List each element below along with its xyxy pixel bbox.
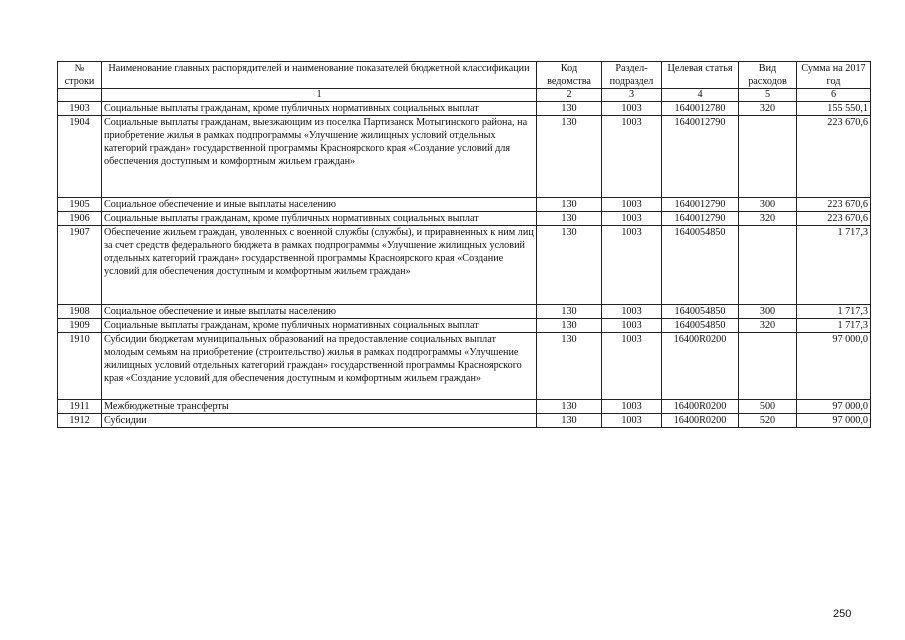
table-row bbox=[58, 414, 871, 428]
row-name: Межбюджетные трансферты bbox=[102, 400, 537, 414]
row-section: 1003 bbox=[602, 198, 662, 212]
row-name: Социальные выплаты гражданам, кроме публичных нормативных социальных выплат bbox=[102, 319, 537, 333]
row-department-code: 130 bbox=[537, 212, 602, 226]
column-number: 2 bbox=[537, 89, 602, 102]
row-department-code: 130 bbox=[537, 333, 602, 400]
header-name: Наименование главных распорядителей и наименование показателей бюджетной классификации bbox=[102, 62, 537, 89]
row-name: Социальное обеспечение и иные выплаты населению bbox=[102, 198, 537, 212]
column-number bbox=[58, 89, 102, 102]
row-sum: 1 717,3 bbox=[797, 226, 871, 305]
table-row bbox=[58, 400, 871, 414]
row-sum: 155 550,1 bbox=[797, 102, 871, 116]
row-number: 1904 bbox=[58, 116, 102, 198]
table-row bbox=[58, 102, 871, 116]
row-name: Социальные выплаты гражданам, кроме публичных нормативных социальных выплат bbox=[102, 102, 537, 116]
row-department-code: 130 bbox=[537, 305, 602, 319]
row-number: 1905 bbox=[58, 198, 102, 212]
column-number: 3 bbox=[602, 89, 662, 102]
row-expense-type: 520 bbox=[739, 414, 797, 428]
table-row bbox=[58, 305, 871, 319]
row-sum: 223 670,6 bbox=[797, 116, 871, 198]
column-number: 1 bbox=[102, 89, 537, 102]
row-name: Субсидии bbox=[102, 414, 537, 428]
row-section: 1003 bbox=[602, 226, 662, 305]
column-number: 6 bbox=[797, 89, 871, 102]
row-name: Обеспечение жильем граждан, уволенных с военной службы (службы), и приравненных к ним лиц за счет средств федерального бюджета в рамках подпрограммы «Улучшение жилищных условий отдельных категорий граждан» государственной программы Красноярского края «Создание условий для обеспечения доступным и комфортным жильем граждан» bbox=[102, 226, 537, 305]
row-department-code: 130 bbox=[537, 198, 602, 212]
row-expense-type bbox=[739, 333, 797, 400]
row-target-article: 1640012780 bbox=[662, 102, 739, 116]
row-expense-type: 300 bbox=[739, 305, 797, 319]
row-target-article: 16400R0200 bbox=[662, 414, 739, 428]
row-department-code: 130 bbox=[537, 400, 602, 414]
row-target-article: 1640012790 bbox=[662, 212, 739, 226]
header-department-code: Код ведомства bbox=[537, 62, 602, 89]
row-section: 1003 bbox=[602, 400, 662, 414]
header-expense-type: Вид расходов bbox=[739, 62, 797, 89]
row-number: 1912 bbox=[58, 414, 102, 428]
row-department-code: 130 bbox=[537, 319, 602, 333]
row-sum: 223 670,6 bbox=[797, 198, 871, 212]
row-section: 1003 bbox=[602, 414, 662, 428]
column-number-row bbox=[58, 89, 871, 102]
row-sum: 223 670,6 bbox=[797, 212, 871, 226]
row-expense-type bbox=[739, 116, 797, 198]
table-row bbox=[58, 198, 871, 212]
table-body bbox=[58, 102, 871, 428]
row-sum: 1 717,3 bbox=[797, 319, 871, 333]
row-sum: 97 000,0 bbox=[797, 333, 871, 400]
row-section: 1003 bbox=[602, 102, 662, 116]
row-sum: 97 000,0 bbox=[797, 400, 871, 414]
header-target-article: Целевая статья bbox=[662, 62, 739, 89]
row-name: Субсидии бюджетам муниципальных образований на предоставление социальных выплат молодым семьям на приобретение (строительство) жилья в рамках подпрограммы «Улучшение жилищных условий отдельных категорий граждан» государственной программы Красноярского края «Создание условий для обеспечения доступным и комфортным жильем граждан» bbox=[102, 333, 537, 400]
row-number: 1908 bbox=[58, 305, 102, 319]
row-number: 1906 bbox=[58, 212, 102, 226]
row-target-article: 1640054850 bbox=[662, 319, 739, 333]
table-row bbox=[58, 116, 871, 198]
row-department-code: 130 bbox=[537, 414, 602, 428]
row-department-code: 130 bbox=[537, 116, 602, 198]
row-name: Социальные выплаты гражданам, кроме публичных нормативных социальных выплат bbox=[102, 212, 537, 226]
row-expense-type bbox=[739, 226, 797, 305]
table-header-row bbox=[58, 62, 871, 89]
table-row bbox=[58, 226, 871, 305]
row-section: 1003 bbox=[602, 116, 662, 198]
row-department-code: 130 bbox=[537, 226, 602, 305]
row-target-article: 1640054850 bbox=[662, 226, 739, 305]
row-target-article: 16400R0200 bbox=[662, 333, 739, 400]
budget-table bbox=[57, 61, 871, 428]
row-name: Социальные выплаты гражданам, выезжающим из поселка Партизанск Мотыгинского района, на приобретение жилья в рамках подпрограммы «Улучшение жилищных условий отдельных категорий граждан» государственной программы Красноярского края «Создание условий для обеспечения доступным и комфортным жильем граждан» bbox=[102, 116, 537, 198]
row-expense-type: 500 bbox=[739, 400, 797, 414]
row-department-code: 130 bbox=[537, 102, 602, 116]
row-expense-type: 320 bbox=[739, 102, 797, 116]
row-expense-type: 320 bbox=[739, 212, 797, 226]
row-section: 1003 bbox=[602, 212, 662, 226]
table-row bbox=[58, 319, 871, 333]
row-sum: 1 717,3 bbox=[797, 305, 871, 319]
header-section: Раздел- подраздел bbox=[602, 62, 662, 89]
row-section: 1003 bbox=[602, 305, 662, 319]
row-number: 1907 bbox=[58, 226, 102, 305]
row-expense-type: 320 bbox=[739, 319, 797, 333]
row-name: Социальное обеспечение и иные выплаты населению bbox=[102, 305, 537, 319]
row-expense-type: 300 bbox=[739, 198, 797, 212]
page-number: 250 bbox=[833, 608, 852, 620]
column-number: 5 bbox=[739, 89, 797, 102]
row-number: 1911 bbox=[58, 400, 102, 414]
row-number: 1903 bbox=[58, 102, 102, 116]
row-sum: 97 000,0 bbox=[797, 414, 871, 428]
table-row bbox=[58, 212, 871, 226]
row-target-article: 1640012790 bbox=[662, 116, 739, 198]
row-number: 1910 bbox=[58, 333, 102, 400]
row-target-article: 1640012790 bbox=[662, 198, 739, 212]
row-target-article: 1640054850 bbox=[662, 305, 739, 319]
column-number: 4 bbox=[662, 89, 739, 102]
row-target-article: 16400R0200 bbox=[662, 400, 739, 414]
table-row bbox=[58, 333, 871, 400]
row-number: 1909 bbox=[58, 319, 102, 333]
header-row-number: № строки bbox=[58, 62, 102, 89]
row-section: 1003 bbox=[602, 333, 662, 400]
row-section: 1003 bbox=[602, 319, 662, 333]
header-sum: Сумма на 2017 год bbox=[797, 62, 871, 89]
